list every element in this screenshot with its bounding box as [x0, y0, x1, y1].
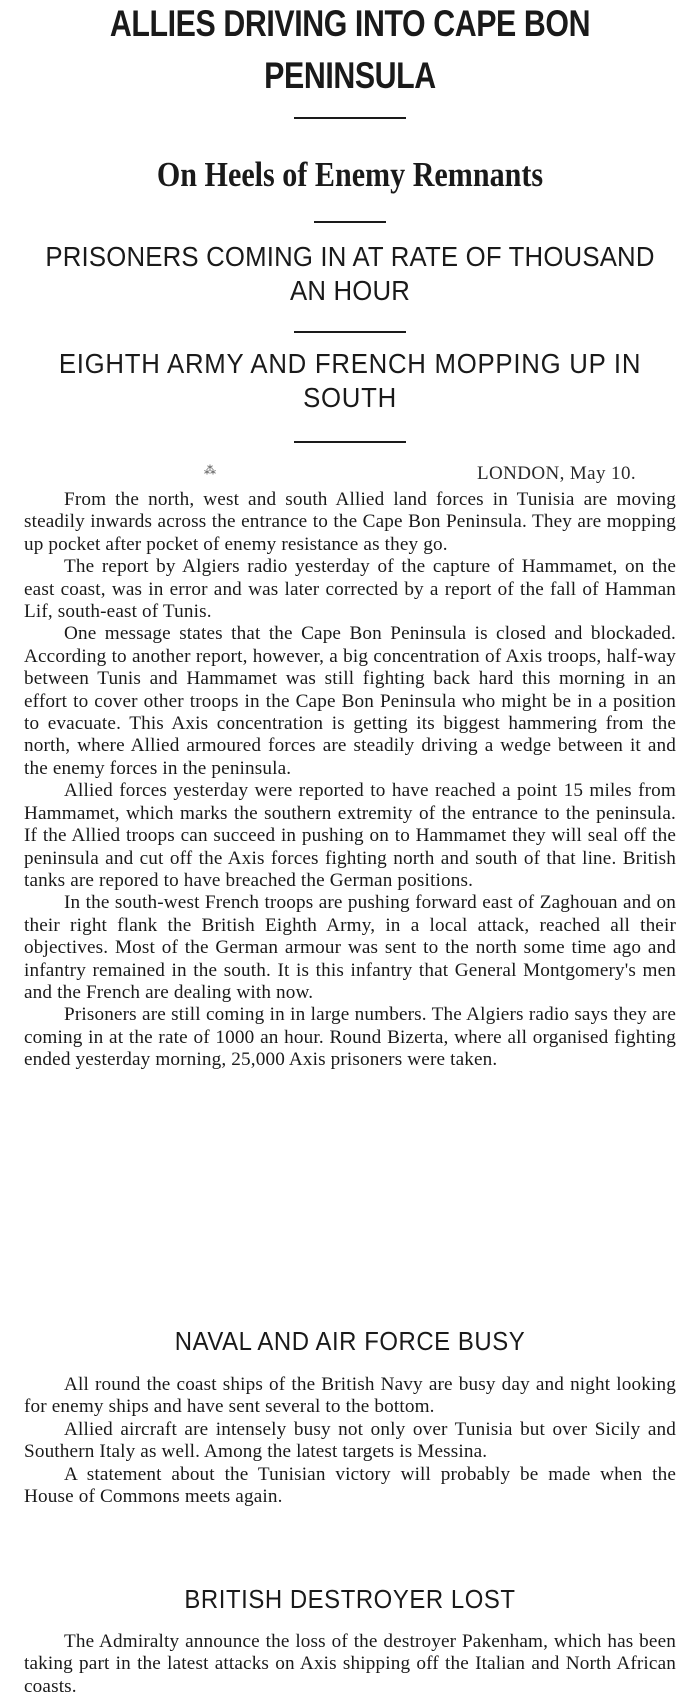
headline-block-2	[0, 153, 700, 197]
headline-rule-1	[294, 117, 406, 119]
paragraph: In the south-west French troops are pushing forward east of Zaghouan and on their right flank the British Eighth Army, in a local attack, reached all their objectives. Most of the German armour was sent to the north some time ago and infantry remained in the south. It is this infantry that General Montgomery's men and the French are dealing with now.	[24, 892, 676, 1003]
headline-block-3	[0, 240, 700, 308]
section-body-1	[0, 1374, 700, 1508]
paragraph: Allied forces yesterday were reported to have reached a point 15 miles from Hammamet, which marks the southern extremity of the entrance to the peninsula. If the Allied troops can succeed in pushing on to Hammamet they will seal off the peninsula and cut off the Axis forces fighting north and south of that line. British tanks are repored to have breached the German positions.	[24, 780, 676, 891]
paragraph: One message states that the Cape Bon Peninsula is closed and blockaded. According to another report, however, a big concentration of Axis troops, half-way between Tunis and Hammamet was still fighting back hard this morning in an effort to cover other troops in the Cape Bon Peninsula who might be in a position to evacuate. This Axis concentration is getting its biggest hammering from the north, where Allied armoured forces are steadily driving a wedge between it and the enemy forces in the peninsula.	[24, 623, 676, 779]
headline-rule-3	[294, 331, 406, 333]
main-headline: ALLIES DRIVING INTO CAPE BON PENINSULA	[109, 3, 591, 96]
paragraph: Prisoners are still coming in in large numbers. The Algiers radio says they are coming in at the rate of 1000 an hour. Round Bizerta, where all organised fighting ended yesterday morning, 25,000 Axis prisoners were taken.	[24, 1004, 676, 1071]
section-heading-block-2	[0, 1584, 700, 1614]
headline-rule-2	[314, 221, 386, 223]
paragraph: The Admiralty announce the loss of the destroyer Pakenham, which has been taking part in the latest attacks on Axis shipping off the Italian and North African coasts.	[24, 1631, 676, 1697]
section-heading-naval: NAVAL AND AIR FORCE BUSY	[174, 1326, 526, 1356]
section-heading-block-1	[0, 1326, 700, 1356]
section-heading-destroyer: BRITISH DESTROYER LOST	[184, 1584, 516, 1614]
fourth-headline: EIGHTH ARMY AND FRENCH MOPPING UP IN SOUTH	[58, 348, 642, 413]
second-headline: On Heels of Enemy Remnants	[156, 155, 544, 194]
paragraph: The report by Algiers radio yesterday of the capture of Hammamet, on the east coast, was in error and was later corrected by a report of the fall of Hamman Lif, south-east of Tunis.	[24, 556, 676, 623]
headline-rule-4	[294, 441, 406, 443]
article-body	[0, 489, 700, 1072]
paragraph: From the north, west and south Allied land forces in Tunisia are moving steadily inwards across the entrance to the Cape Bon Peninsula. They are mopping up pocket after pocket of enemy resistance as they go.	[24, 489, 676, 555]
third-headline: PRISONERS COMING IN AT RATE OF THOUSAND AN HOUR	[45, 241, 655, 306]
headline-block-1	[0, 0, 700, 102]
print-speck: ⁂	[204, 463, 216, 477]
dateline: LONDON, May 10.	[476, 463, 636, 484]
paragraph: Allied aircraft are intensely busy not only over Tunisia but over Sicily and Southern Italy as well. Among the latest targets is Messina.	[24, 1418, 676, 1463]
paragraph: All round the coast ships of the British Navy are busy day and night looking for enemy ships and have sent several to the bottom.	[24, 1374, 676, 1418]
section-body-2	[0, 1631, 700, 1698]
paragraph: A statement about the Tunisian victory will probably be made when the House of Commons meets again.	[24, 1463, 676, 1508]
headline-block-4	[0, 347, 700, 415]
